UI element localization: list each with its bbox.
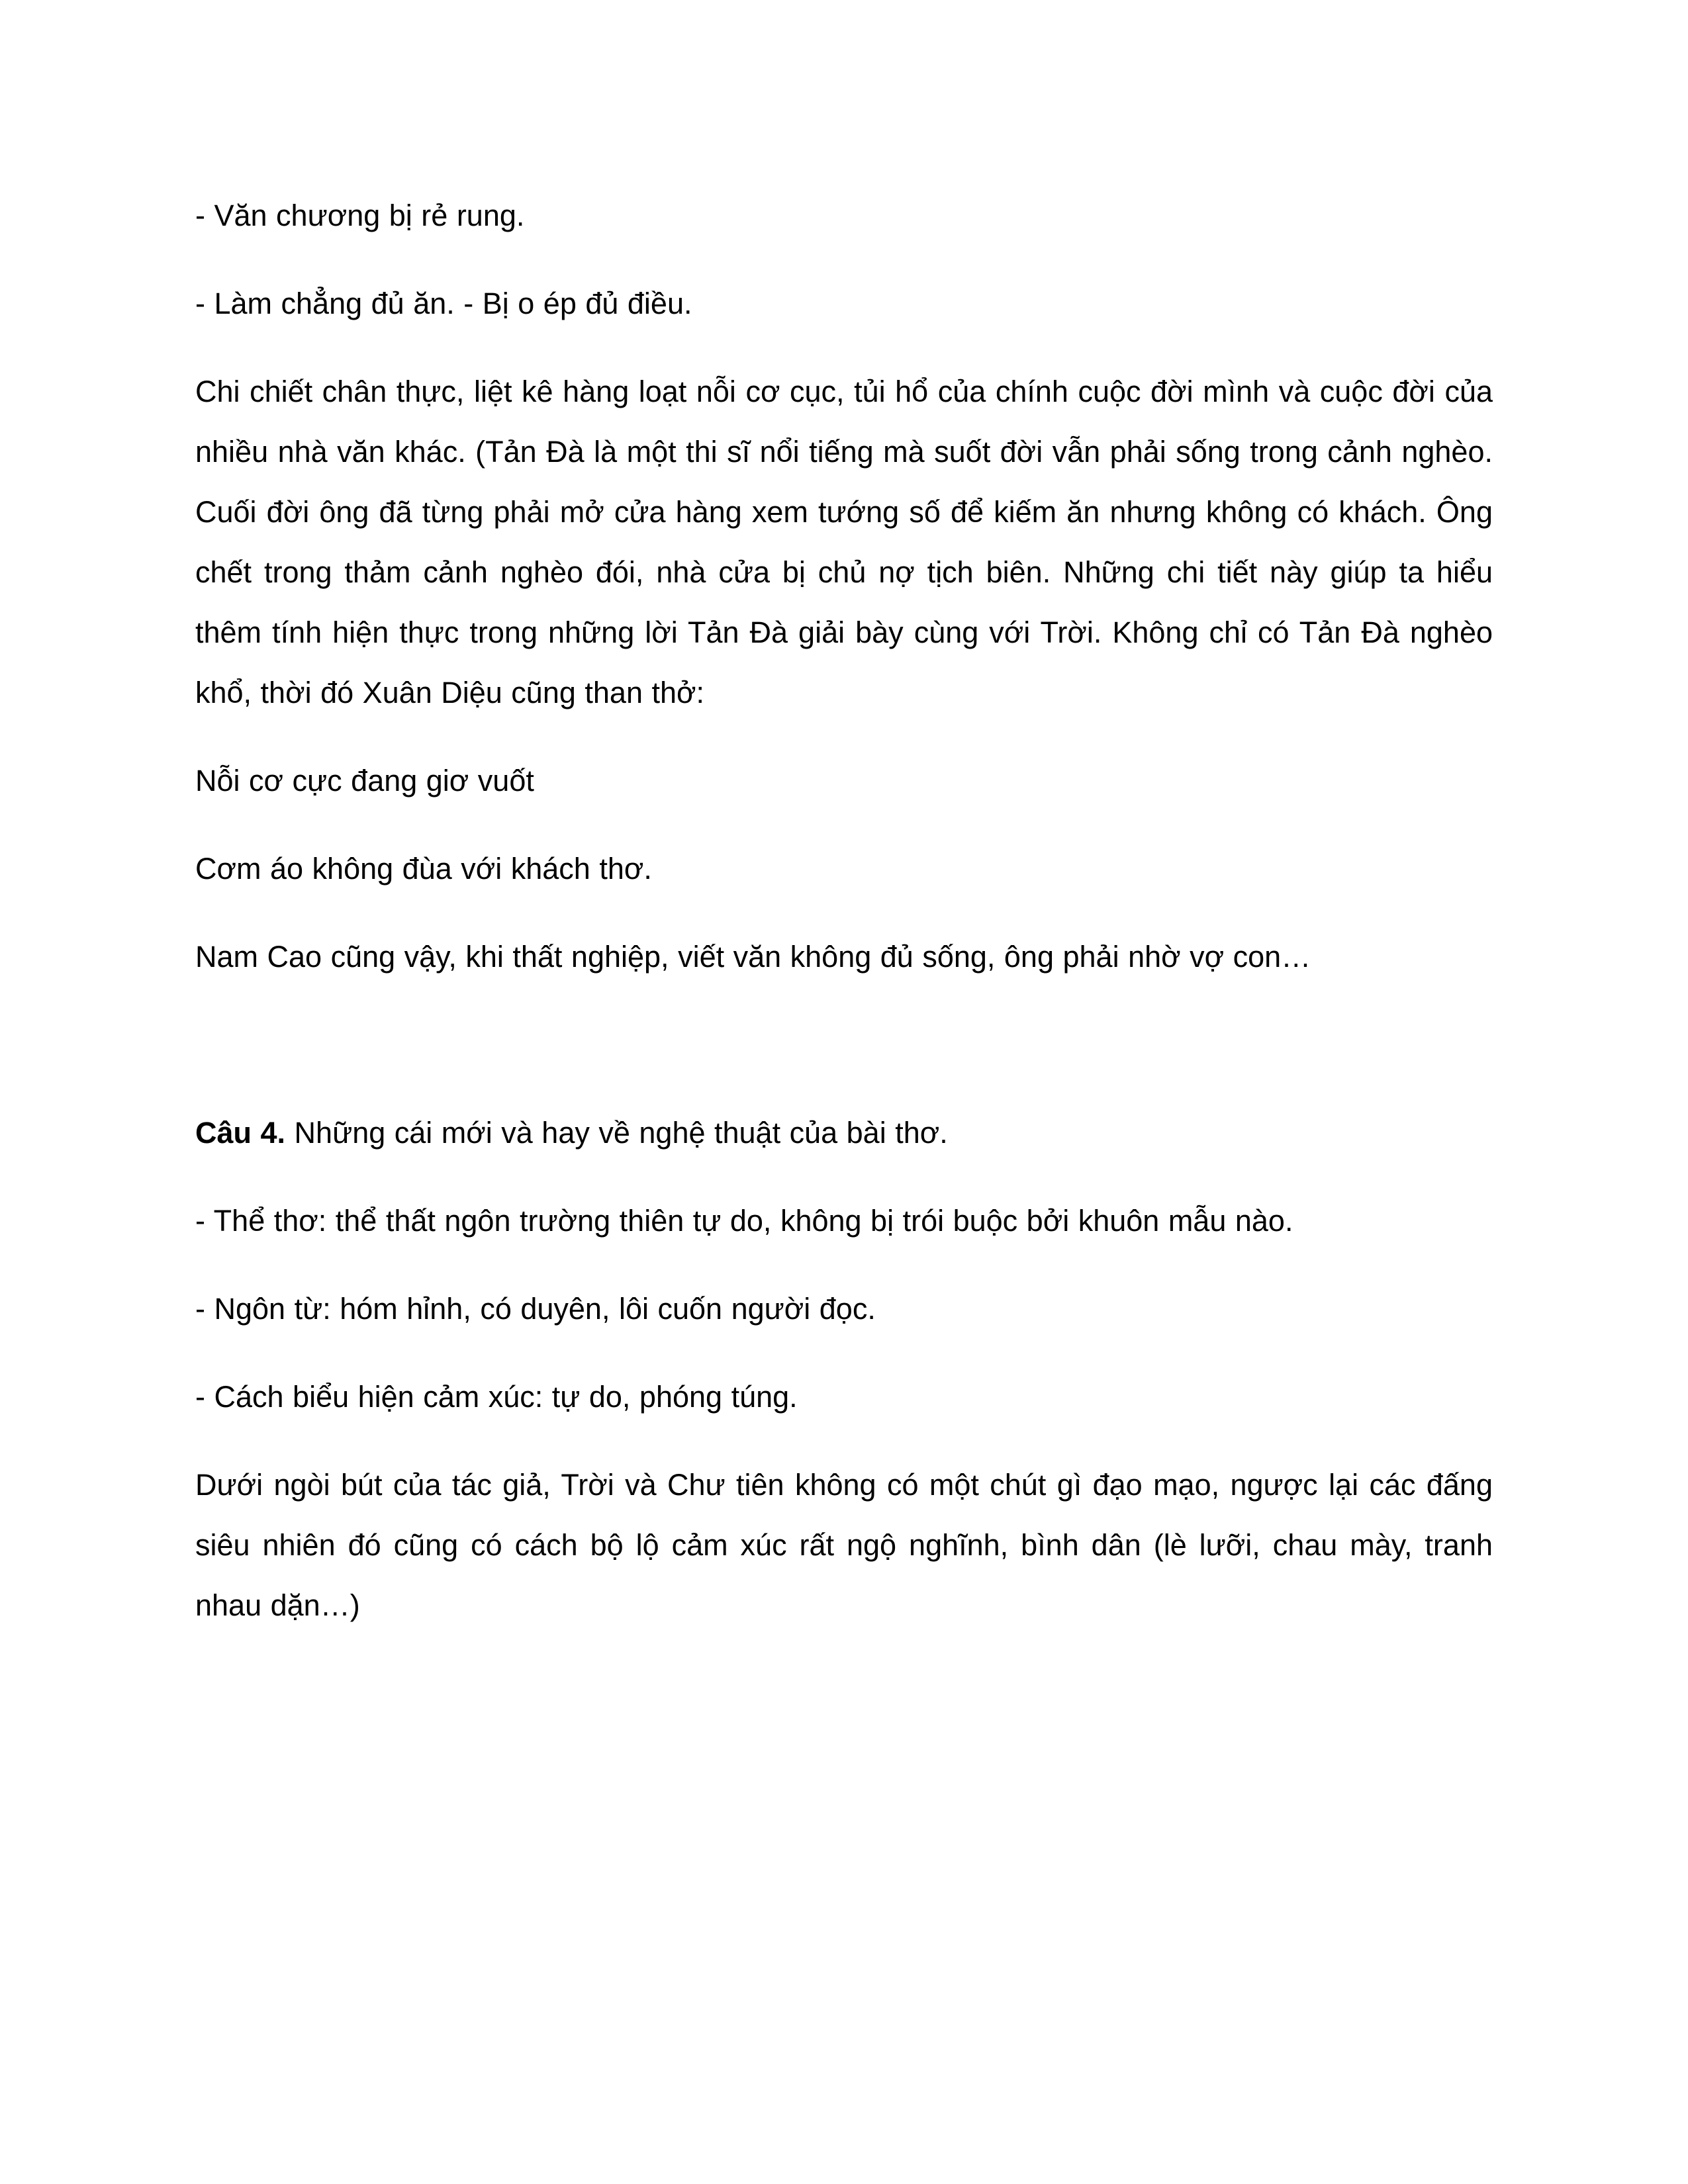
question-4-label: Câu 4. <box>195 1116 286 1150</box>
paragraph-10-bullet-ngon-tu: - Ngôn từ: hóm hỉnh, có duyên, lôi cuốn người đọc. <box>195 1292 876 1326</box>
paragraph-12: Dưới ngòi bút của tác giả, Trời và Chư tiên không có một chút gì đạo mạo, ngược lại các đấng siêu nhiên đó cũng có cách bộ lộ cảm xúc rất ngộ nghĩnh, bình dân (lè lưỡi, chau mày, tranh nhau dặn…) <box>195 1468 1493 1622</box>
paragraph-11-bullet-cach-bieu-hien: - Cách biểu hiện cảm xúc: tự do, phóng túng. <box>195 1380 798 1414</box>
paragraph-2: - Làm chẳng đủ ăn. - Bị o ép đủ điều. <box>195 287 692 320</box>
paragraph-5-verse-line-2: Cơm áo không đùa với khách thơ. <box>195 852 652 886</box>
paragraph-8-question-4 <box>195 1103 1493 1163</box>
paragraph-4-verse-line-1: Nỗi cơ cực đang giơ vuốt <box>195 764 534 797</box>
question-4-text: Những cái mới và hay về nghệ thuật của bài thơ. <box>285 1116 948 1150</box>
paragraph-6: Nam Cao cũng vậy, khi thất nghiệp, viết văn không đủ sống, ông phải nhờ vợ con… <box>195 940 1311 974</box>
paragraph-7-empty-line <box>195 1015 1493 1075</box>
paragraph-9-bullet-the-tho: - Thể thơ: thể thất ngôn trường thiên tự do, không bị trói buộc bởi khuôn mẫu nào. <box>195 1204 1293 1238</box>
paragraph-3: Chi chiết chân thực, liệt kê hàng loạt nỗi cơ cục, tủi hổ của chính cuộc đời mình và cuộc đời của nhiều nhà văn khác. (Tản Đà là một thi sĩ nổi tiếng mà suốt đời vẫn phải sống trong cảnh nghèo. Cuối đời ông đã từng phải mở cửa hàng xem tướng số để kiếm ăn nhưng không có khách. Ông chết trong thảm cảnh nghèo đói, nhà cửa bị chủ nợ tịch biên. Những chi tiết này giúp ta hiểu thêm tính hiện thực trong những lời Tản Đà giải bày cùng với Trời. Không chỉ có Tản Đà nghèo khổ, thời đó Xuân Diệu cũng than thở: <box>195 375 1493 709</box>
paragraph-1: - Văn chương bị rẻ rung. <box>195 199 525 232</box>
